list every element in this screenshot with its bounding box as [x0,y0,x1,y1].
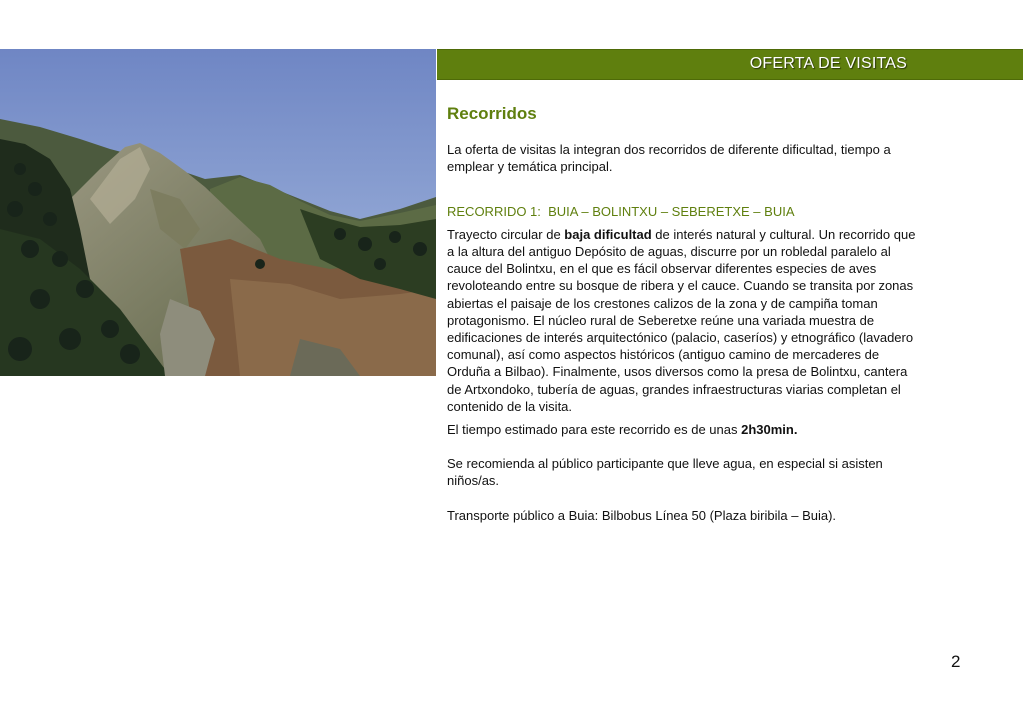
route-description-start: Trayecto circular de [447,226,565,242]
header-title: OFERTA DE VISITAS [749,55,907,72]
route-time [447,421,922,438]
route-recommendation: Se recomienda al público participante que lleve agua, en especial si asisten niños/as. [447,456,883,489]
landscape-photo [0,49,436,376]
header-banner [437,49,1023,80]
route-description [447,226,922,415]
route-title: RECORRIDO 1: BUIA – BOLINTXU – SEBERETXE – BUIA [447,203,795,219]
main-content [447,105,922,524]
mountain-landscape-image [0,49,436,376]
route-transport: Transporte público a Buia: Bilbobus Línea 50 (Plaza biribila – Buia). [447,507,837,523]
route-difficulty: baja dificultad [564,226,652,242]
intro-paragraph: La oferta de visitas la integran dos recorridos de diferente dificultad, tiempo a emplear y temática principal. [447,142,891,175]
route-time-value: 2h30min. [741,422,798,438]
page-number: 2 [951,652,961,671]
section-heading: Recorridos [447,104,537,123]
route-description-rest: de interés natural y cultural. Un recorrido que a la altura del antiguo Depósito de aguas, discurre por un robledal paralelo al cauce del Bolintxu, en el que es fácil observar diferentes especies de aves revoloteando entre su bosque de ribera y el cauce. Cuando se transita por zonas abiertas el paisaje de los crestones calizos de la zona y de campiña toman protagonismo. El núcleo rural de Seberetxe reúne una variada muestra de edificaciones de interés arquitectónico (palacio, caseríos) y etnográfico (lavadero comunal), así como aspectos históricos (antiguo camino de mercaderes de Orduña a Bilbao). Finalmente, usos diversos como la presa de Bolintxu, cantera de Artxondoko, tubería de aguas, grandes infraestructuras viarias completan el contenido de la visita. [447,226,916,414]
route-time-label: El tiempo estimado para este recorrido es de unas [447,422,742,438]
